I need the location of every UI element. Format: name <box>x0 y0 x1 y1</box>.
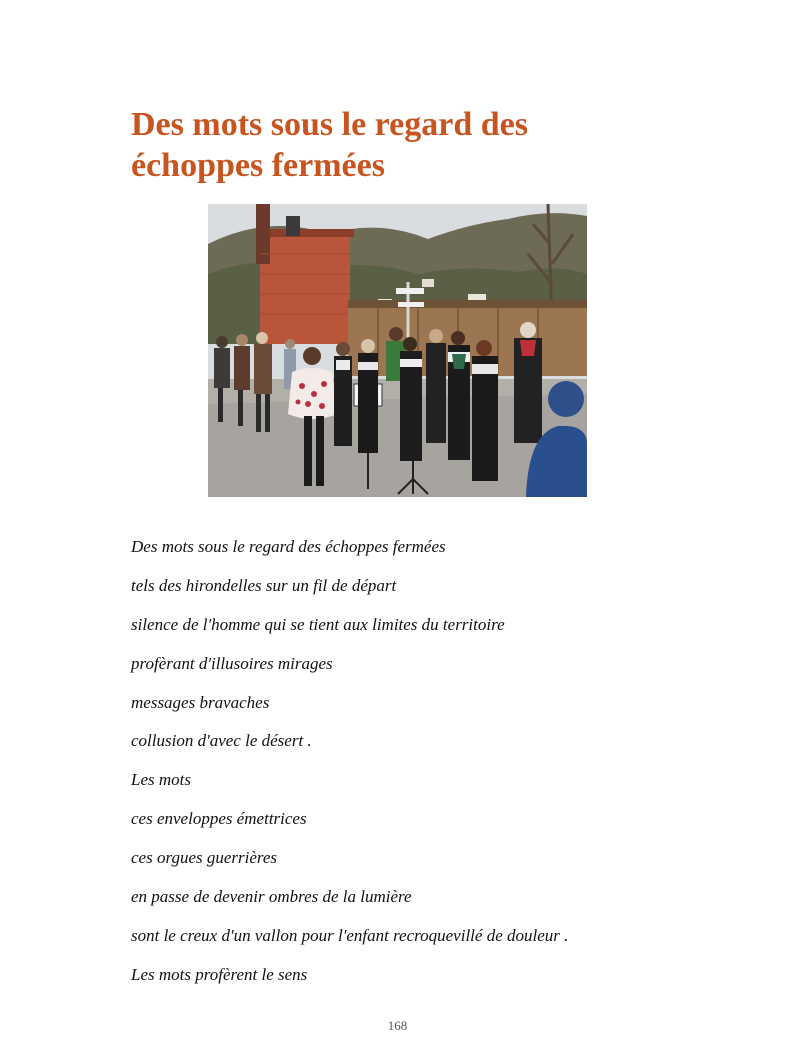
title-line-1: Des mots sous le regard des <box>131 106 528 143</box>
choir-photo <box>208 204 587 497</box>
poem-line: Les mots <box>131 770 191 790</box>
poem-line: collusion d'avec le désert . <box>131 731 312 751</box>
poem-line: Des mots sous le regard des échoppes fermées <box>131 537 446 556</box>
poem-line: ces orgues guerrières <box>131 848 278 868</box>
poem-line: sont le creux d'un vallon pour l'enfant recroquevillé de douleur . <box>131 925 569 945</box>
page-title <box>131 104 691 186</box>
poem <box>131 532 731 999</box>
poem-line: messages bravaches <box>131 692 270 712</box>
title-line-2: échoppes fermées <box>131 147 385 184</box>
poem-line: en passe de devenir ombres de la lumière <box>131 887 412 907</box>
poem-line: silence de l'homme qui se tient aux limites du territoire <box>131 614 505 634</box>
choir-photo-illustration <box>208 204 587 497</box>
poem-line: Les mots profèrent le sens <box>131 964 308 984</box>
poem-line: ces enveloppes émettrices <box>131 809 307 829</box>
poem-line: tels des hirondelles sur un fil de départ <box>131 575 397 595</box>
page-number: 168 <box>387 1018 408 1033</box>
poem-line: profèrant d'illusoires mirages <box>131 653 333 673</box>
